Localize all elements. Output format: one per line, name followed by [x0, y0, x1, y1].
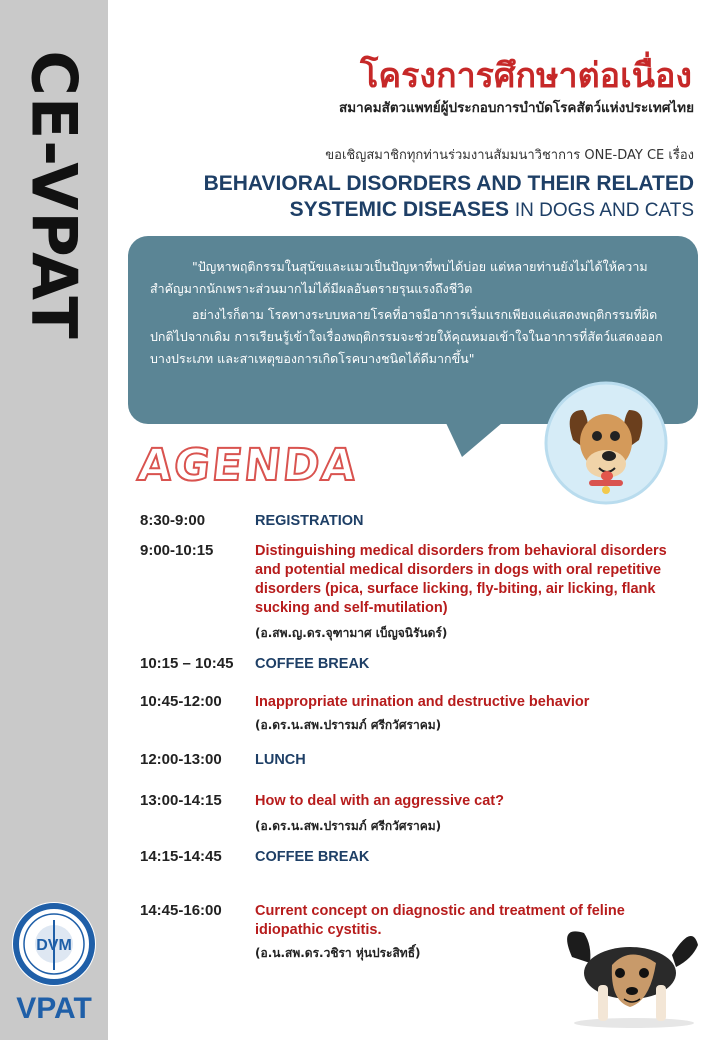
topic-line-2: [290, 198, 694, 222]
agenda-time: 10:15 – 10:45: [140, 655, 234, 672]
quote-paragraph-2: อย่างไรก็ตาม โรคทางระบบหลายโรคที่อาจมีอาการเริ่มแรกเพียงแค่แสดงพฤติกรรมที่ผิดปกติไปจากเดิม การเรียนรู้เข้าใจเรื่องพฤติกรรมจะช่วยให้คุณหมอเข้าใจในอาการที่สัตว์แสดงออกบางประเภท และสาเหตุของการเกิดโรคบางชนิดได้ดีมากขึ้น": [150, 307, 663, 366]
agenda-speaker: (อ.ดร.น.สพ.ปรารมภ์ ศรีกวัศราคม): [255, 819, 442, 833]
agenda-title: REGISTRATION: [255, 513, 364, 529]
agenda-time: 14:45-16:00: [140, 902, 222, 919]
invitation-text: ขอเชิญสมาชิกทุกท่านร่วมงานสัมมนาวิชาการ ONE-DAY CE เรื่อง: [325, 148, 694, 163]
association-name: สมาคมสัตวแพทย์ผู้ประกอบการบำบัดโรคสัตว์แห่งประเทศไทย: [338, 100, 694, 116]
vpat-logo: [6, 900, 102, 1030]
agenda-time: 9:00-10:15: [140, 542, 214, 559]
agenda-title: Distinguishing medical disorders from behavioral disorders and potential medical disorders in dogs with oral repetitive disorders (pica, surface licking, fly-biting, air licking, flank sucking and self-mutilation): [255, 543, 667, 616]
agenda-title: Inappropriate urination and destructive behavior: [255, 694, 590, 710]
agenda-title: COFFEE BREAK: [255, 849, 370, 865]
agenda-heading: AGENDA: [135, 440, 361, 491]
agenda-title: How to deal with an aggressive cat?: [255, 793, 504, 809]
topic-line-2-light: IN DOGS AND CATS: [514, 200, 694, 221]
logo-center-text: DVM: [36, 937, 72, 954]
topic-line-1: BEHAVIORAL DISORDERS AND THEIR RELATED: [203, 172, 694, 195]
agenda-title: LUNCH: [255, 752, 306, 768]
sidebar-title: CE-VPAT: [17, 50, 91, 340]
program-title: โครงการศึกษาต่อเนื่อง: [360, 56, 692, 96]
sidebar: [0, 0, 108, 1040]
cartoon-dog-icon: [543, 380, 669, 506]
logo-text: VPAT: [16, 992, 92, 1025]
agenda-time: 10:45-12:00: [140, 693, 222, 710]
agenda-title: Current concept on diagnostic and treatment of feline idiopathic cystitis.: [255, 903, 625, 938]
agenda-speaker: (อ.น.สพ.ดร.วชิรา หุ่นประสิทธิ์): [255, 946, 421, 960]
agenda-speaker: (อ.สพ.ญ.ดร.จุฑามาศ เบ็ญจนิรันดร์): [255, 626, 448, 640]
agenda-time: 14:15-14:45: [140, 848, 222, 865]
agenda-time: 13:00-14:15: [140, 792, 222, 809]
chihuahua-photo: [552, 915, 712, 1030]
quote-paragraph-1: "ปัญหาพฤติกรรมในสุนัขและแมวเป็นปัญหาที่พบได้บ่อย แต่หลายท่านยังไม่ได้ให้ความสำคัญมากนักเพราะส่วนมากไม่ได้มีผลอันตรายรุนแรงถึงชีวิต: [150, 259, 648, 296]
bubble-tail: [446, 423, 502, 457]
agenda-time: 8:30-9:00: [140, 512, 206, 529]
agenda-title: COFFEE BREAK: [255, 656, 370, 672]
topic-line-2-bold: SYSTEMIC DISEASES: [289, 198, 510, 221]
agenda-time: 12:00-13:00: [140, 751, 222, 768]
agenda-speaker: (อ.ดร.น.สพ.ปรารมภ์ ศรีกวัศราคม): [255, 718, 442, 732]
